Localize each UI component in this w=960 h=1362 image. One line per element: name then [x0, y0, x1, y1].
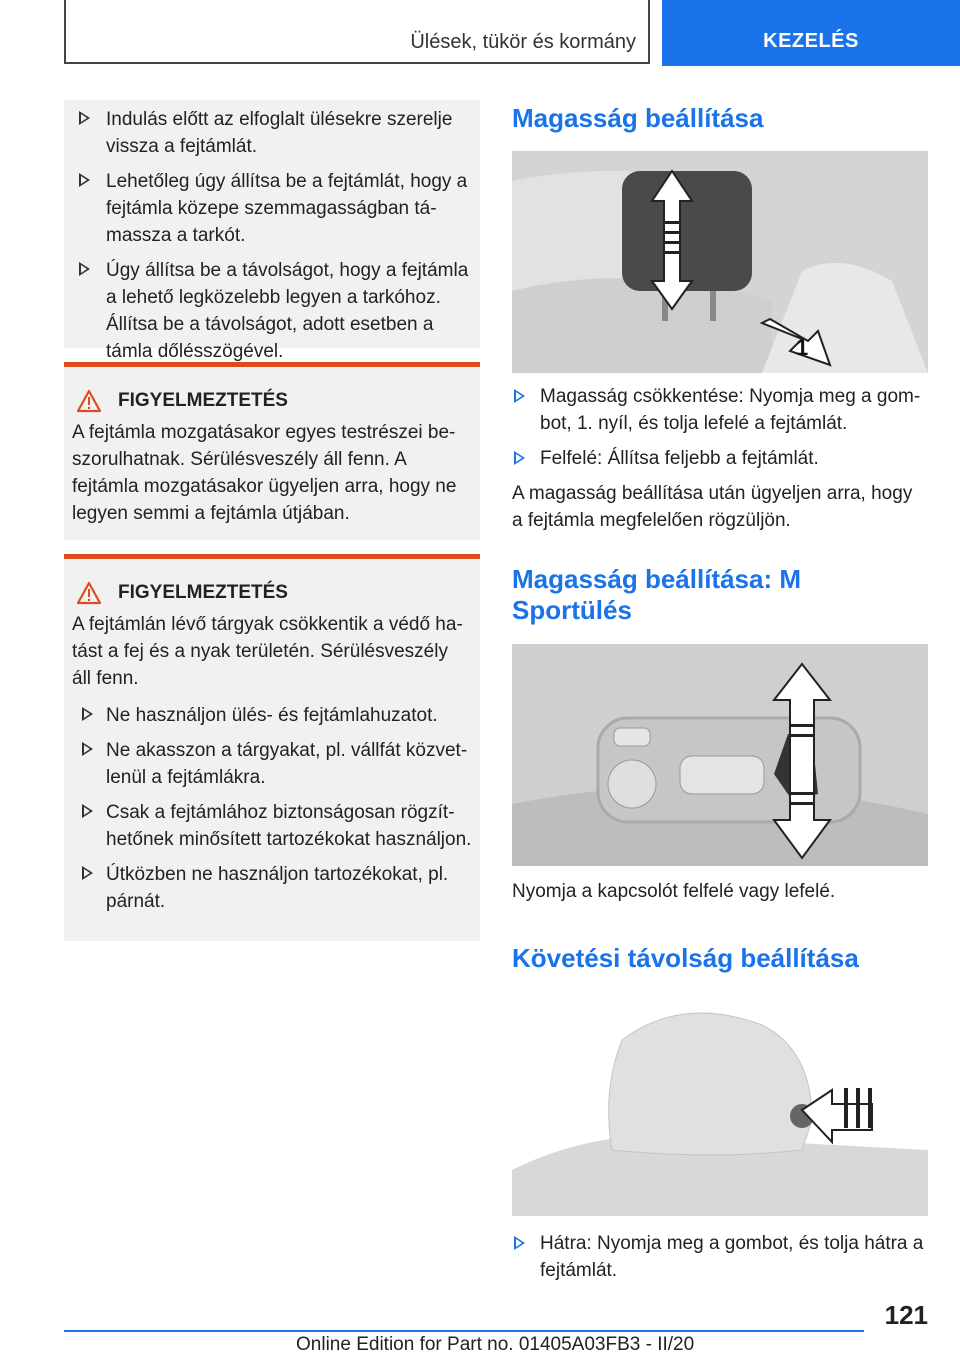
list-item: Ne akasszon a tárgyakat, pl. vállfát közvetlenül a fejtámlákra. [72, 737, 472, 791]
paragraph: Nyomja a kapcsolót felfelé vagy lefelé. [512, 881, 836, 902]
right-column [512, 100, 928, 1292]
distance-bullet-list [512, 1230, 928, 1284]
list-item: Útközben ne használjon tartozékokat, pl. párnát. [72, 861, 472, 915]
triangle-bullet-icon [82, 866, 93, 880]
headrest-distance-illustration [512, 1000, 928, 1216]
warning-triangle-icon [76, 389, 102, 413]
list-item: Úgy állítsa be a távolságot, hogy a fejtámla a lehető legközelebb legyen a tarkóhoz. Állítsa be a távolságot, adott esetben a támla dőlésszögével. [64, 257, 470, 365]
list-item: Felfelé: Állítsa feljebb a fejtámlát. [512, 445, 928, 472]
triangle-bullet-icon [79, 173, 90, 187]
warning-text: A fejtámla mozgatásakor egyes testrészei beszorulhatnak. Sérülésveszély áll fenn. A fejtámla mozgatásakor ügyeljen arra, hogy ne legyen semmi a fejtámla útjában. [72, 422, 457, 524]
section-heading: Magasság beállítása [512, 103, 764, 133]
follow-distance-image [512, 1000, 928, 1216]
triangle-bullet-icon [82, 707, 93, 721]
height-bullet-list [512, 383, 928, 472]
callout-number: 1 [796, 335, 809, 360]
list-item: Indulás előtt az elfoglalt ülésekre szerelje vissza a fejtámlát. [64, 106, 470, 160]
warning-text: A fejtámlán lévő tárgyak csökkentik a védő hatást a fej és a nyak területén. Sérülésveszély áll fenn. [72, 614, 463, 689]
warning-title: FIGYELMEZTETÉS [72, 581, 472, 605]
list-item: Magasság csökkentése: Nyomja meg a gombot, 1. nyíl, és tolja lefelé a fejtámlát. [512, 383, 928, 437]
triangle-bullet-icon [514, 389, 525, 403]
section-heading: Követési távolság beállítása [512, 943, 859, 973]
paragraph: A magasság beállítása után ügyeljen arra, hogy a fejtámla megfelelően rögzüljön. [512, 483, 913, 531]
warning-title: FIGYELMEZTETÉS [72, 389, 472, 413]
warning-box-1 [64, 362, 480, 540]
seat-switch-illustration [512, 644, 928, 866]
warning-box-2 [64, 554, 480, 941]
header-bottom-rule [64, 62, 650, 64]
intro-box [64, 100, 480, 362]
triangle-bullet-icon [82, 742, 93, 756]
list-item: Csak a fejtámlához biztonságosan rögzíthetőnek minősített tartozékokat használjon. [72, 799, 472, 853]
list-item: Ne használjon ülés- és fejtámlahuzatot. [72, 702, 472, 729]
triangle-bullet-icon [514, 451, 525, 465]
headrest-illustration [512, 151, 928, 373]
warning-bullet-list [72, 702, 472, 915]
list-item: Hátra: Nyomja meg a gombot, és tolja hátra a fejtámlát. [512, 1230, 928, 1284]
triangle-bullet-icon [82, 804, 93, 818]
footer-edition: Online Edition for Part no. 01405A03FB3 - II/20 [296, 1334, 695, 1355]
warning-triangle-icon [76, 581, 102, 605]
chapter-tab-label: KEZELÉS [763, 30, 859, 52]
section-heading: Magasság beállítása: M Sportülés [512, 564, 801, 625]
triangle-bullet-icon [79, 111, 90, 125]
sport-seat-switch-image [512, 644, 928, 866]
page-number: 121 [884, 1300, 928, 1330]
list-item: Lehetőleg úgy állítsa be a fejtámlát, hogy a fejtámla közepe szemmagasságban támassza a tarkót. [64, 168, 470, 249]
headrest-height-image [512, 151, 928, 373]
left-column [64, 100, 480, 941]
intro-bullet-list [64, 106, 470, 365]
section-title: Ülések, tükör és kormány [410, 31, 636, 53]
chapter-tab[interactable] [662, 0, 960, 66]
footer-rule [64, 1330, 864, 1332]
triangle-bullet-icon [514, 1236, 525, 1250]
header-separator [648, 0, 650, 64]
triangle-bullet-icon [79, 262, 90, 276]
